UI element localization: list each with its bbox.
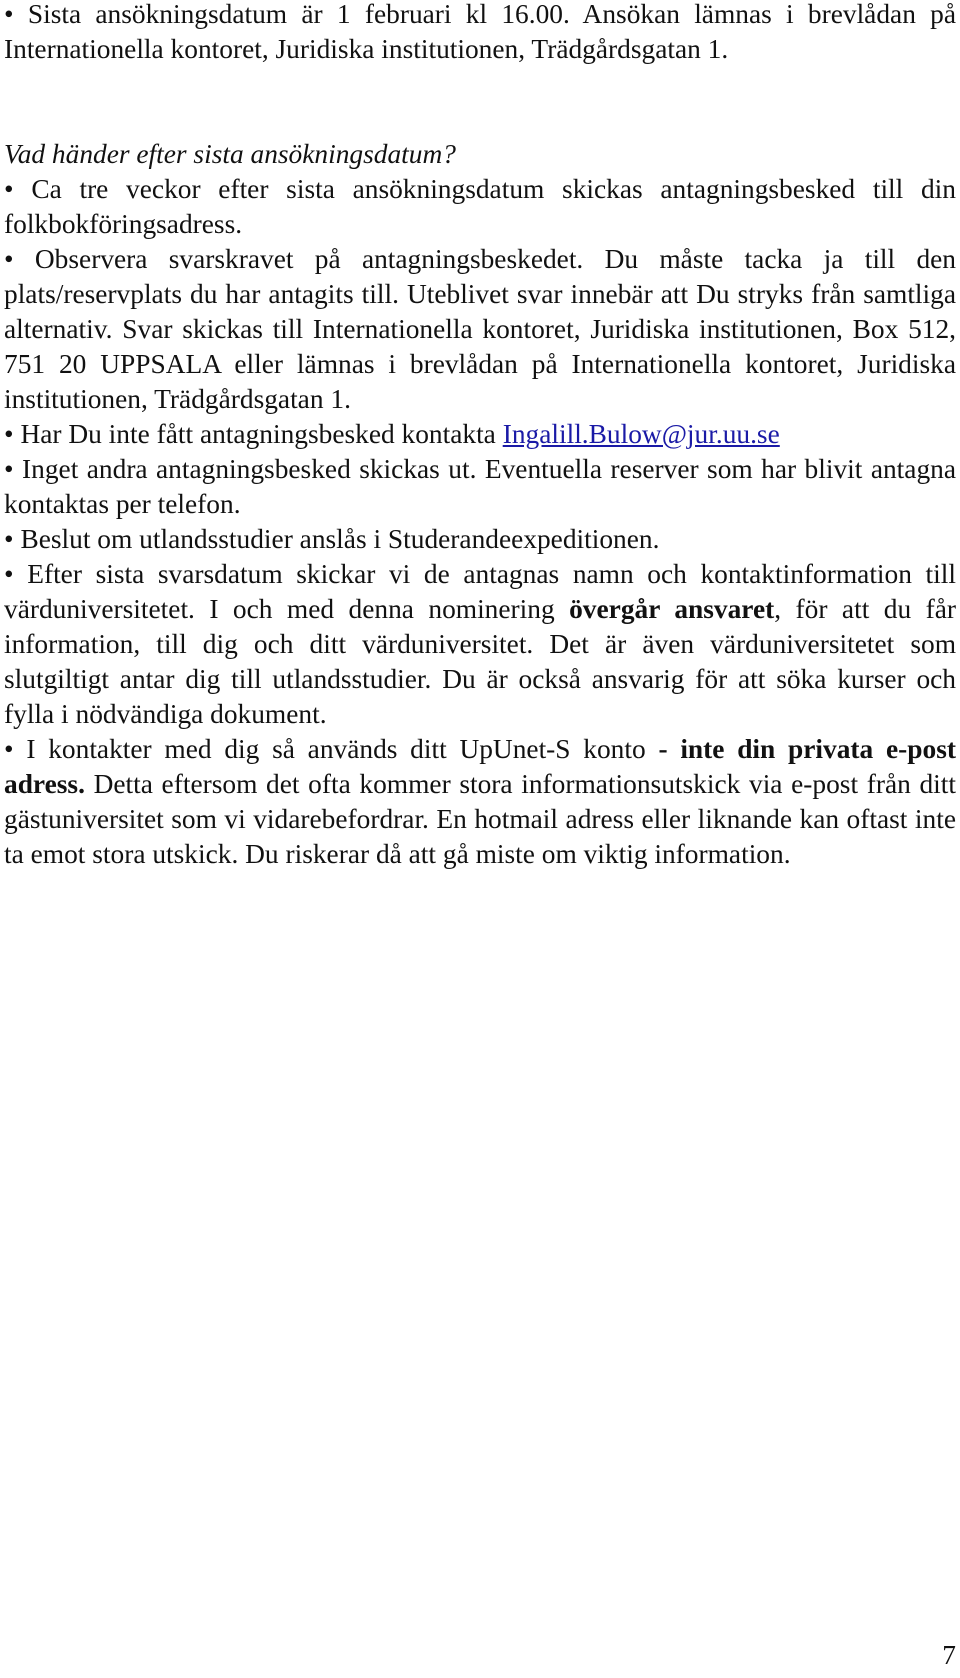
bullet-mark: • [4,559,14,589]
contact-text: Har Du inte fått antagningsbesked kontakta [20,419,503,449]
nomination-text-end: , för att du får information, till dig och ditt värduniversitet. Det är även värduniversitetet som slutgiltigt antar dig till utlandsstudier. Du är också ansvarig för att söka kurser och fylla i nödvändiga dokument. [4,594,956,729]
section-spacer [4,67,956,137]
bullet-mark: • [4,419,14,449]
private-email-emphasis: - inte din privata e-post adress. [4,734,956,799]
reply-requirement-text: Observera svarskravet på antagningsbeskedet. Du måste tacka ja till den plats/reservplats du har antagits till. Uteblivet svar innebär att Du stryks från samtliga alternativ. Svar skickas till Internationella kontoret, Juridiska institutionen, Box 512, 751 20 UPPSALA eller lämnas i brevlådan på Internationella kontoret, Juridiska institutionen, Trädgårdsgatan 1. [4,244,956,414]
list-item-contact [4,417,956,452]
list-item-decision [4,522,956,557]
bullet-mark: • [4,244,14,274]
bullet-mark: • [4,454,14,484]
list-item-admission-notice [4,172,956,242]
decision-text: Beslut om utlandsstudier anslås i Studerandeexpeditionen. [20,524,660,554]
list-item-upunet-account [4,732,956,872]
responsibility-emphasis: övergår ansvaret [569,594,775,624]
nomination-text-start: Efter sista svarsdatum skickar vi de antagnas namn och kontaktinformation till värduniversitetet. I och med denna nominering [4,559,956,624]
document-page [4,0,956,872]
list-item-nomination [4,557,956,732]
page-number: 7 [942,1640,956,1670]
contact-email-link[interactable]: Ingalill.Bulow@jur.uu.se [502,419,780,449]
bullet-mark: • [4,0,14,29]
admission-notice-text: Ca tre veckor efter sista ansökningsdatum skickas antagningsbesked till din folkbokföringsadress. [4,174,956,239]
bullet-mark: • [4,524,14,554]
upunet-text-end: Detta eftersom det ofta kommer stora informationsutskick via e-post från ditt gästuniversitet som vi vidarebefordrar. En hotmail adress eller liknande kan oftast inte ta emot stora utskick. Du riskerar då att gå miste om viktig information. [4,769,956,869]
upunet-text-start: I kontakter med dig så används ditt UpUnet-S konto [26,734,659,764]
bullet-mark: • [4,734,14,764]
section-heading: Vad händer efter sista ansökningsdatum? [4,139,456,169]
application-deadline-text: Sista ansökningsdatum är 1 februari kl 16.00. Ansökan lämnas i brevlådan på Internationella kontoret, Juridiska institutionen, Trädgårdsgatan 1. [4,0,956,64]
list-item-reply-requirement [4,242,956,417]
application-deadline-paragraph [4,0,956,67]
bullet-mark: • [4,174,14,204]
list-item-no-other-notice [4,452,956,522]
no-other-notice-text: Inget andra antagningsbesked skickas ut. Eventuella reserver som har blivit antagna kontaktas per telefon. [4,454,956,519]
